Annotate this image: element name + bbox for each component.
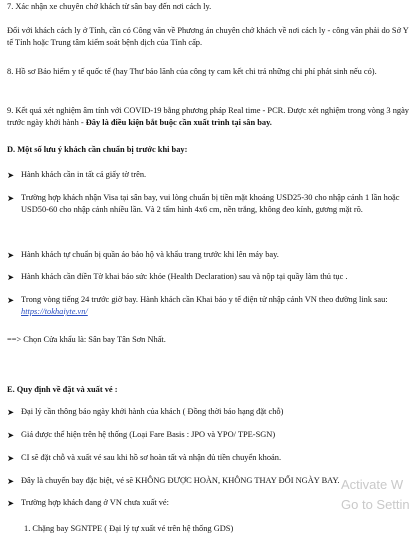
numbered-item: 1. Chặng bay SGNTPE ( Đại lý tự xuất vé trên hệ thống GDS) <box>24 524 234 533</box>
list-item-text: Đại lý cần thông báo ngày khởi hành của khách ( Đồng thời báo hạng đặt chỗ) <box>21 407 284 416</box>
section-e-heading: E. Quy định về đặt và xuất vé : <box>7 385 118 394</box>
arrowhead-bullet-icon: ➤ <box>7 453 15 463</box>
list-item <box>7 271 411 283</box>
item-8 <box>7 66 411 78</box>
note-isolation-text: Đối với khách cách ly ở Tỉnh, cần có Công văn về Phương án chuyên chở khách về nơi cách ly - công văn phải do Sở Y tế Tỉnh hoặc Trung tâm kiểm soát bệnh dịch của Tỉnh cấp. <box>7 26 409 48</box>
item-8-text: 8. Hồ sơ Bảo hiểm y tế quốc tế (hay Thư bảo lãnh của công ty cam kết chi trả những chi phí phát sinh nếu có). <box>7 67 377 76</box>
activate-watermark-line2: Go to Settin <box>341 497 410 512</box>
item-9 <box>7 105 411 129</box>
list-item-text: Trường hợp khách đang ở VN chưa xuất vé: <box>21 498 169 507</box>
arrow-note: ==> Chọn Cửa khẩu là: Sân bay Tân Sơn Nhất. <box>7 335 166 344</box>
arrowhead-bullet-icon: ➤ <box>7 476 15 486</box>
list-item-text: Hành khách cần in tất cả giấy tờ trên. <box>21 170 147 179</box>
section-d-heading: D. Một số lưu ý khách cần chuẩn bị trước khi bay: <box>7 145 188 154</box>
list-item <box>7 169 411 181</box>
list-item <box>7 192 411 216</box>
list-item-text: Hành khách tự chuẩn bị quần áo bảo hộ và khẩu trang trước khi lên máy bay. <box>21 250 279 259</box>
arrowhead-bullet-icon: ➤ <box>7 170 15 180</box>
arrowhead-bullet-icon: ➤ <box>7 272 15 282</box>
arrowhead-bullet-icon: ➤ <box>7 407 15 417</box>
list-item <box>7 452 411 464</box>
arrowhead-bullet-icon: ➤ <box>7 498 15 508</box>
list-item-text: Trong vòng tiếng 24 trước giờ bay. Hành khách cần Khai báo y tế điện tử nhập cảnh VN theo đường link sau: <box>21 295 388 304</box>
list-item <box>7 406 411 418</box>
arrowhead-bullet-icon: ➤ <box>7 193 15 203</box>
item-9-requirement: Đây là điều kiện bắt buộc cần xuất trình tại sân bay. <box>85 118 272 128</box>
list-item <box>7 249 411 261</box>
list-item-text: CI sẽ đặt chỗ và xuất vé sau khi hồ sơ hoàn tất và nhận đủ tiền chuyển khoản. <box>21 453 282 462</box>
list-item <box>7 294 411 318</box>
item-9-paragraph <box>7 105 411 129</box>
arrowhead-bullet-icon: ➤ <box>7 430 15 440</box>
item-7-text: 7. Xác nhận xe chuyên chở khách từ sân bay đến nơi cách ly. <box>7 2 212 11</box>
list-item-text: Giá được thể hiện trên hệ thống (Loại Fare Basis : JPO và YPO/ TPE-SGN) <box>21 430 276 439</box>
activate-watermark-line1: Activate W <box>341 477 404 492</box>
list-item-text: Đây là chuyến bay đặc biệt, vé sẽ KHÔNG ĐƯỢC HOÀN, KHÔNG THAY ĐỔI NGÀY BAY. <box>21 476 340 485</box>
item-7 <box>7 1 411 13</box>
item-9-text: 9. Kết quả xét nghiệm âm tính với COVID-19 bằng phương pháp Real time - PCR. Được xét nghiệm trong vòng 3 ngày trước ngày khởi hành - <box>7 106 409 128</box>
arrowhead-bullet-icon: ➤ <box>7 250 15 260</box>
list-item-text: Hành khách cần điền Tờ khai báo sức khỏe (Health Declaration) sau và nộp tại quầy làm thủ tục . <box>21 272 348 281</box>
arrowhead-bullet-icon: ➤ <box>7 295 15 305</box>
tokhaiyte-link[interactable]: https://tokhaiyte.vn/ <box>21 307 88 317</box>
list-item <box>7 429 411 441</box>
note-isolation <box>7 25 411 49</box>
list-item-text: Trường hợp khách nhận Visa tại sân bay, vui lòng chuẩn bị tiền mặt khoảng USD25-30 cho nhập cảnh 1 lần hoặc USD50-60 cho nhập cảnh nhiều lần. Và 2 tấm hình 4x6 cm, nền trắng, không đeo kính, gương mặt rõ. <box>21 193 400 215</box>
